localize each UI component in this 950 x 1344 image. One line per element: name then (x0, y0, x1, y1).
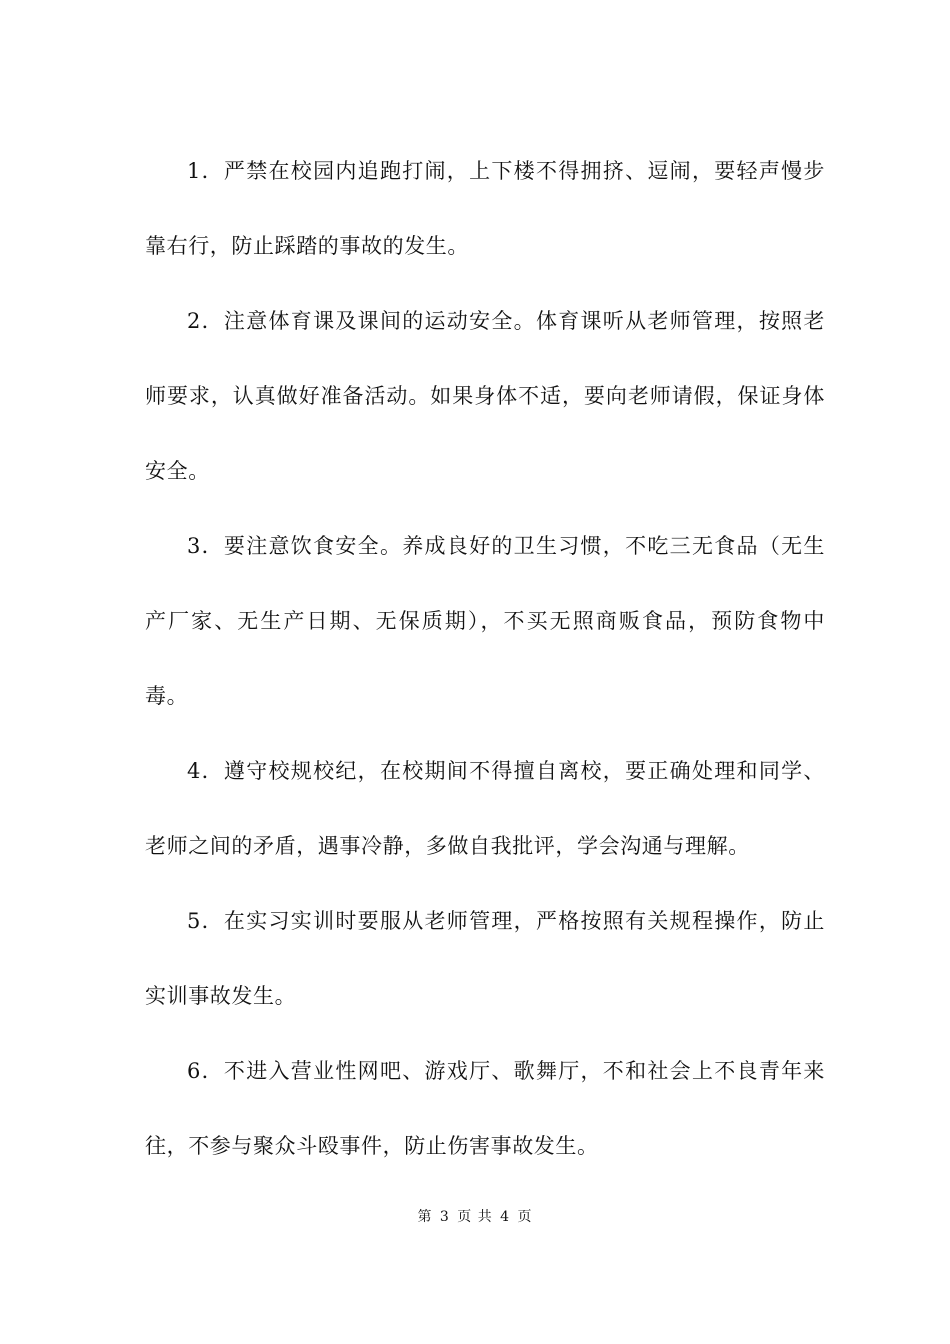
paragraph-4: 4．遵守校规校纪，在校期间不得擅自离校，要正确处理和同学、老师之间的矛盾，遇事冷静，多做自我批评，学会沟通与理解。 (145, 759, 825, 858)
paragraph-5: 5．在实习实训时要服从老师管理，严格按照有关规程操作，防止实训事故发生。 (145, 909, 825, 1008)
footer-suffix: 页 (517, 1209, 533, 1225)
footer-prefix: 第 (417, 1209, 433, 1225)
footer-total-pages: 4 (500, 1209, 511, 1225)
document-body (145, 134, 825, 1184)
footer-middle: 页 共 (457, 1209, 493, 1225)
page-footer (0, 1206, 950, 1226)
paragraph-1: 1．严禁在校园内追跑打闹，上下楼不得拥挤、逗闹，要轻声慢步靠右行，防止踩踏的事故的发生。 (145, 159, 825, 258)
paragraph-6: 6．不进入营业性网吧、游戏厅、歌舞厅，不和社会上不良青年来往，不参与聚众斗殴事件，防止伤害事故发生。 (145, 1059, 825, 1158)
paragraph-2: 2．注意体育课及课间的运动安全。体育课听从老师管理，按照老师要求，认真做好准备活动。如果身体不适，要向老师请假，保证身体安全。 (145, 309, 825, 483)
footer-current-page: 3 (439, 1209, 450, 1225)
paragraph-3: 3．要注意饮食安全。养成良好的卫生习惯，不吃三无食品（无生产厂家、无生产日期、无保质期），不买无照商贩食品，预防食物中毒。 (145, 534, 825, 708)
